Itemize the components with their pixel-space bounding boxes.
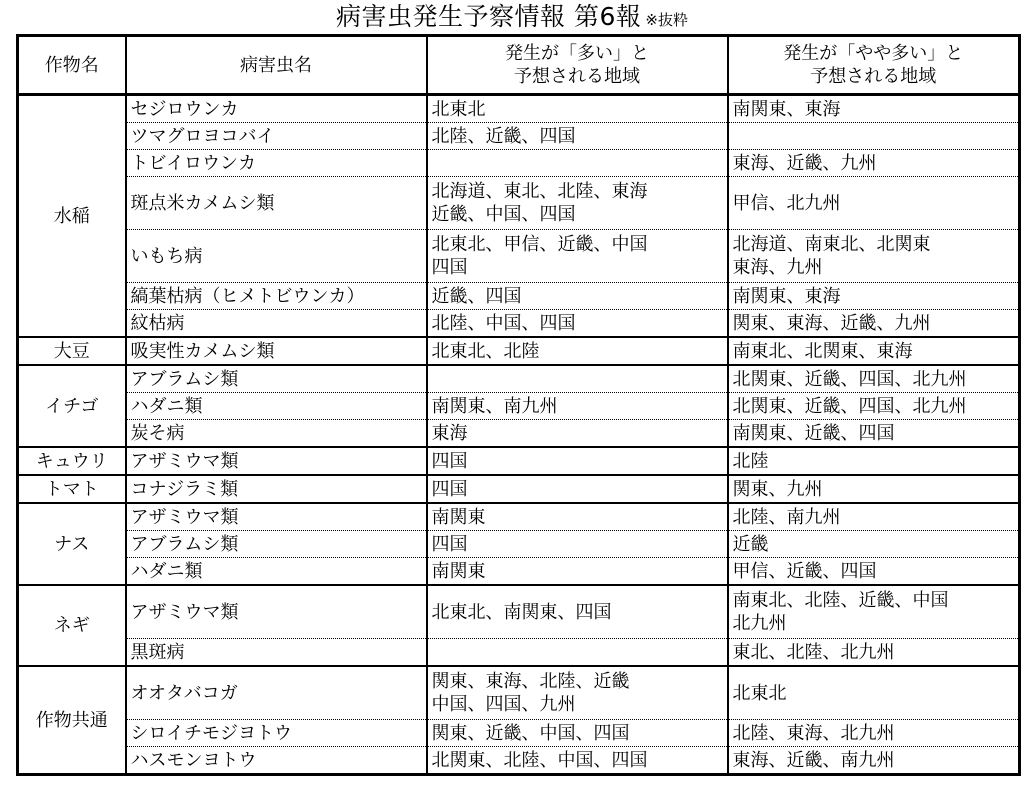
- regions-somewhat-line: 北関東、近畿、四国、北九州: [732, 368, 967, 390]
- regions-somewhat: [728, 720, 1020, 747]
- regions-somewhat: [728, 747, 1020, 775]
- regions-many-line: 南関東、南九州: [431, 395, 558, 417]
- regions-somewhat-line: 甲信、近畿、四国: [732, 560, 877, 582]
- crop-name: イチゴ: [18, 365, 126, 447]
- title-note: ※抜粋: [645, 11, 688, 29]
- regions-somewhat-line: 北東北: [732, 682, 787, 704]
- table-row: [18, 230, 1020, 283]
- regions-many-line: 四国: [431, 257, 468, 278]
- title-main: 病害虫発生予察情報 第6報: [336, 2, 642, 31]
- regions-many: [427, 720, 728, 747]
- regions-many-line: 近畿、中国、四国: [431, 204, 576, 225]
- regions-many: [427, 150, 728, 177]
- table-row: [18, 177, 1020, 230]
- regions-many: [427, 95, 728, 123]
- table-row: [18, 447, 1020, 475]
- crop-name: 水稲: [18, 95, 126, 338]
- table-row: [18, 393, 1020, 420]
- regions-somewhat: [728, 283, 1020, 310]
- pest-name: ツマグロヨコバイ: [126, 123, 427, 150]
- regions-many-line: 北東北、甲信、近畿、中国: [431, 234, 648, 255]
- regions-somewhat-line: 北陸、南九州: [732, 506, 841, 528]
- regions-somewhat: [728, 123, 1020, 150]
- table-row: [18, 558, 1020, 586]
- page-title: [0, 0, 1024, 34]
- regions-many-line: 四国: [431, 450, 468, 472]
- regions-somewhat-line: 南関東、東海: [732, 98, 841, 120]
- table-row: [18, 475, 1020, 503]
- table-row: [18, 95, 1020, 123]
- table-row: [18, 585, 1020, 639]
- regions-somewhat: [728, 150, 1020, 177]
- regions-many-line: 北海道、東北、北陸、東海: [431, 181, 648, 202]
- table-row: [18, 639, 1020, 667]
- regions-somewhat-line: 甲信、北九州: [732, 192, 841, 214]
- regions-many: [427, 503, 728, 531]
- table-row: [18, 531, 1020, 558]
- regions-somewhat: [728, 639, 1020, 667]
- regions-somewhat: [728, 230, 1020, 283]
- regions-somewhat: [728, 666, 1020, 720]
- regions-many: [427, 310, 728, 338]
- pest-name: ハダニ類: [126, 558, 427, 586]
- regions-somewhat-line: 北陸、東海、北九州: [732, 722, 895, 744]
- pest-name: アザミウマ類: [126, 585, 427, 639]
- regions-many-line: 東海: [431, 422, 468, 444]
- regions-somewhat-line: 北海道、南東北、北関東: [732, 234, 931, 255]
- regions-somewhat-line: 北陸: [732, 450, 769, 472]
- pest-name: アブラムシ類: [126, 365, 427, 393]
- pest-name: コナジラミ類: [126, 475, 427, 503]
- regions-somewhat-line: 南関東、東海: [732, 285, 841, 307]
- regions-many-line: 北東北、北陸: [431, 340, 540, 362]
- regions-somewhat: [728, 95, 1020, 123]
- regions-many: [427, 365, 728, 393]
- regions-somewhat: [728, 393, 1020, 420]
- pest-name: アザミウマ類: [126, 503, 427, 531]
- regions-many-line: 四国: [431, 478, 468, 500]
- regions-many-line: 北陸、中国、四国: [431, 312, 576, 334]
- regions-many-line: 近畿、四国: [431, 285, 522, 307]
- regions-somewhat: [728, 585, 1020, 639]
- table-row: [18, 283, 1020, 310]
- table-row: [18, 720, 1020, 747]
- table-row: [18, 503, 1020, 531]
- regions-somewhat: [728, 558, 1020, 586]
- table-row: [18, 310, 1020, 338]
- regions-many: [427, 639, 728, 667]
- regions-many: [427, 531, 728, 558]
- regions-many-line: 四国: [431, 533, 468, 555]
- pest-name: 斑点米カメムシ類: [126, 177, 427, 230]
- header-pest: 病害虫名: [126, 36, 427, 95]
- regions-many: [427, 393, 728, 420]
- table-row: [18, 365, 1020, 393]
- crop-name: キュウリ: [18, 447, 126, 475]
- regions-many-line: 中国、四国、九州: [431, 694, 576, 715]
- regions-many: [427, 230, 728, 283]
- regions-somewhat: [728, 365, 1020, 393]
- regions-many-line: 南関東: [431, 560, 486, 582]
- crop-name: ネギ: [18, 585, 126, 666]
- table-row: [18, 123, 1020, 150]
- header-somewhat: 発生が「やや多い」と 予想される地域: [728, 36, 1020, 95]
- regions-somewhat-line: 関東、東海、近畿、九州: [732, 312, 931, 334]
- regions-many: [427, 558, 728, 586]
- regions-somewhat: [728, 337, 1020, 365]
- regions-many-line: 関東、東海、北陸、近畿: [431, 671, 630, 692]
- regions-somewhat-line: 近畿: [732, 533, 769, 555]
- regions-many: [427, 747, 728, 775]
- regions-many: [427, 123, 728, 150]
- table-row: [18, 150, 1020, 177]
- regions-many: [427, 666, 728, 720]
- regions-somewhat-line: 北関東、近畿、四国、北九州: [732, 395, 967, 417]
- regions-somewhat-line: 南東北、北陸、近畿、中国: [732, 590, 949, 611]
- table-row: [18, 337, 1020, 365]
- header-row: [18, 36, 1020, 95]
- pest-name: アザミウマ類: [126, 447, 427, 475]
- regions-many-line: 北関東、北陸、中国、四国: [431, 749, 648, 771]
- crop-name: ナス: [18, 503, 126, 585]
- regions-many: [427, 475, 728, 503]
- regions-somewhat: [728, 310, 1020, 338]
- regions-somewhat-line: 東海、九州: [732, 257, 823, 278]
- pest-name: 吸実性カメムシ類: [126, 337, 427, 365]
- regions-many: [427, 177, 728, 230]
- pest-name: トビイロウンカ: [126, 150, 427, 177]
- table-row: [18, 666, 1020, 720]
- regions-somewhat-line: 関東、九州: [732, 478, 823, 500]
- regions-many: [427, 283, 728, 310]
- regions-many: [427, 447, 728, 475]
- pest-name: 黒斑病: [126, 639, 427, 667]
- regions-somewhat: [728, 475, 1020, 503]
- regions-somewhat: [728, 177, 1020, 230]
- pest-name: セジロウンカ: [126, 95, 427, 123]
- header-many: 発生が「多い」と 予想される地域: [427, 36, 728, 95]
- regions-many-line: 北東北: [431, 98, 486, 120]
- regions-somewhat-line: 南東北、北関東、東海: [732, 340, 913, 362]
- regions-somewhat: [728, 420, 1020, 448]
- pest-name: ハスモンヨトウ: [126, 747, 427, 775]
- pest-name: 紋枯病: [126, 310, 427, 338]
- regions-somewhat-line: 南関東、近畿、四国: [732, 422, 895, 444]
- table-row: [18, 420, 1020, 448]
- crop-name: 大豆: [18, 337, 126, 365]
- pest-name: 炭そ病: [126, 420, 427, 448]
- regions-somewhat: [728, 531, 1020, 558]
- pest-name: ハダニ類: [126, 393, 427, 420]
- regions-many-line: 関東、近畿、中国、四国: [431, 722, 630, 744]
- regions-many: [427, 585, 728, 639]
- pest-name: オオタバコガ: [126, 666, 427, 720]
- regions-somewhat-line: 東海、近畿、南九州: [732, 749, 895, 771]
- regions-somewhat-line: 東海、近畿、九州: [732, 152, 877, 174]
- pest-name: アブラムシ類: [126, 531, 427, 558]
- pest-name: いもち病: [126, 230, 427, 283]
- regions-many-line: 北陸、近畿、四国: [431, 125, 576, 147]
- crop-name: 作物共通: [18, 666, 126, 775]
- header-crop: 作物名: [18, 36, 126, 95]
- crop-name: トマト: [18, 475, 126, 503]
- pest-name: 縞葉枯病（ヒメトビウンカ）: [126, 283, 427, 310]
- regions-somewhat: [728, 447, 1020, 475]
- pest-name: シロイチモジヨトウ: [126, 720, 427, 747]
- regions-somewhat-line: 北九州: [732, 613, 787, 634]
- regions-many-line: 南関東: [431, 506, 486, 528]
- regions-somewhat-line: 東北、北陸、北九州: [732, 641, 895, 663]
- regions-many-line: 北東北、南関東、四国: [431, 601, 612, 623]
- regions-many: [427, 420, 728, 448]
- pest-forecast-table: [16, 34, 1021, 776]
- regions-somewhat: [728, 503, 1020, 531]
- table-row: [18, 747, 1020, 775]
- regions-many: [427, 337, 728, 365]
